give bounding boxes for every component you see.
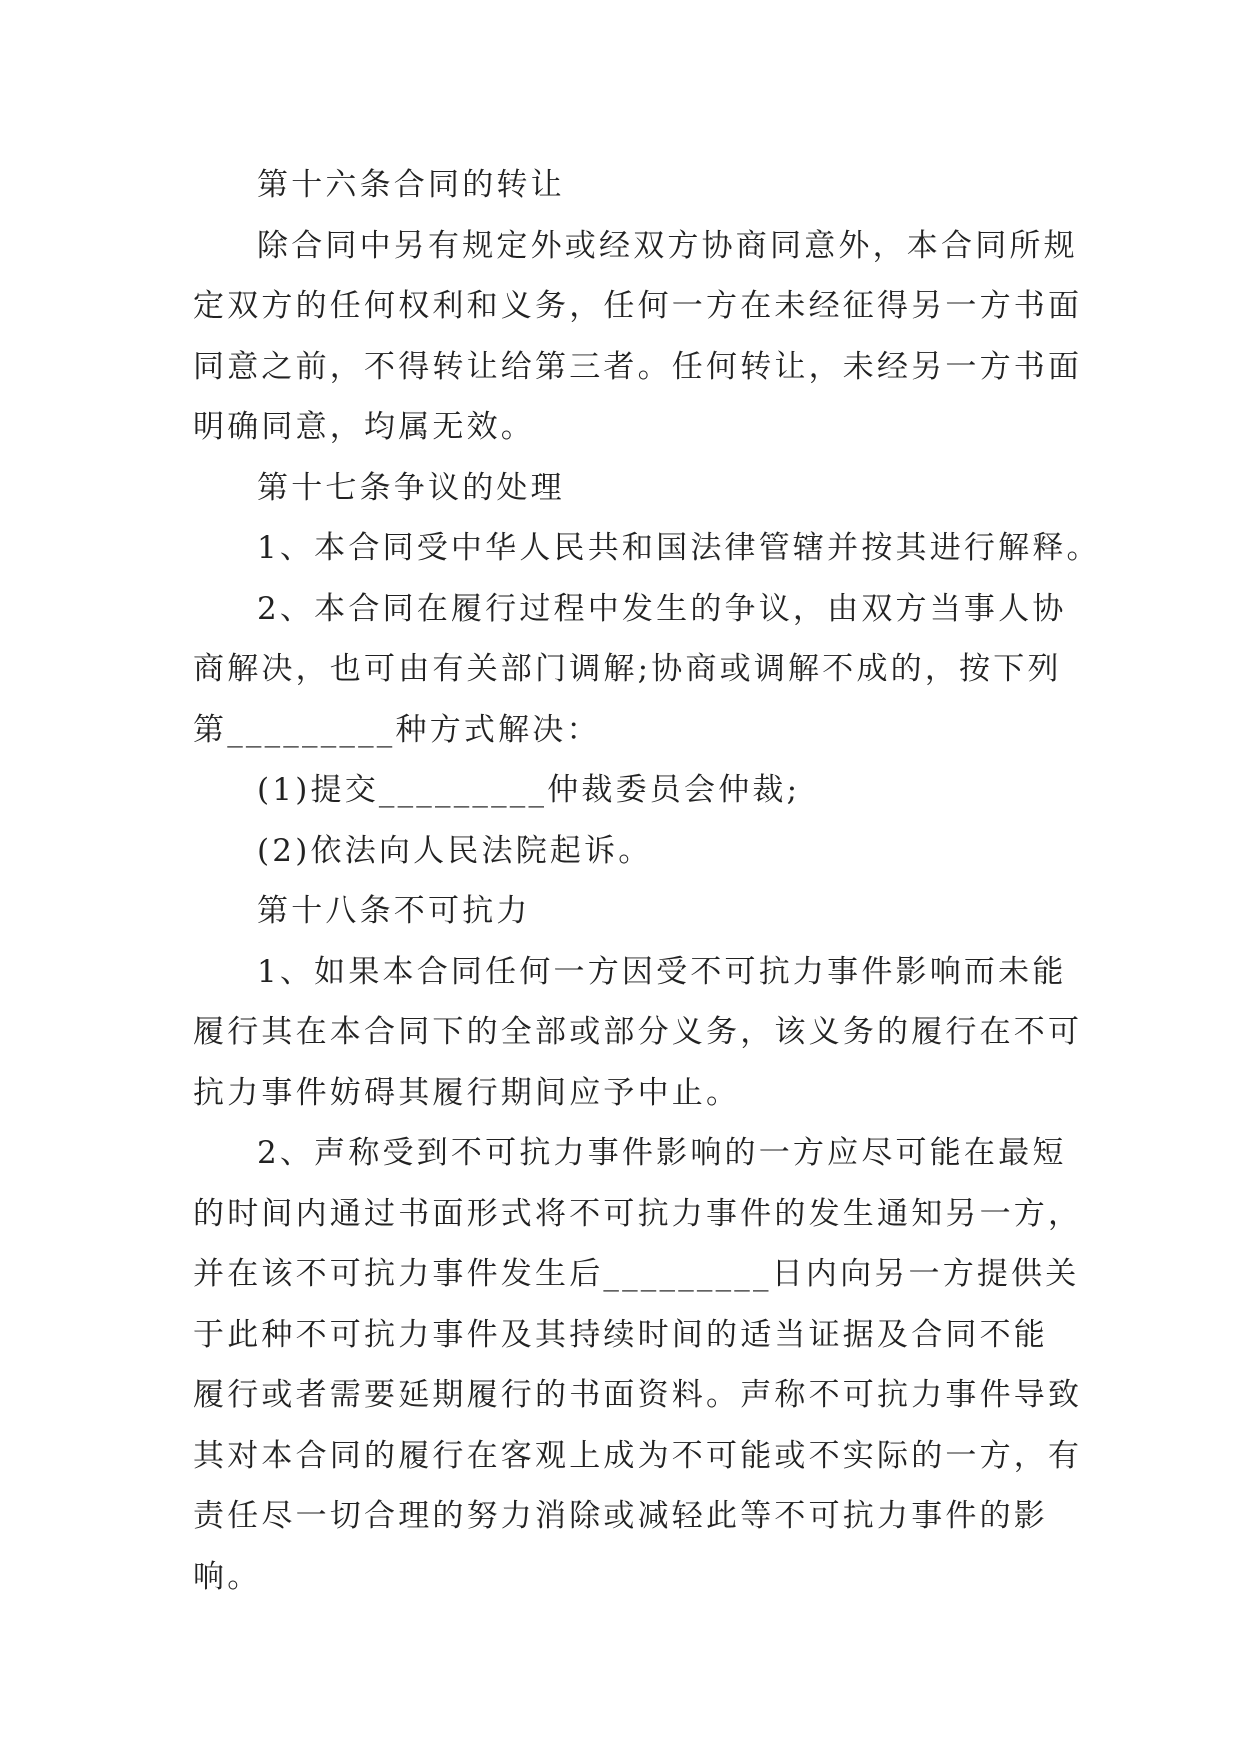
document-line: (2)依法向人民法院起诉。 <box>257 832 653 869</box>
document-line: 1、本合同受中华人民共和国法律管辖并按其进行解释。 <box>257 530 1101 566</box>
document-line: (1)提交_________仲裁委员会仲裁; <box>257 772 801 808</box>
document-line: 定双方的任何权利和义务，任何一方在未经征得另一方书面 <box>193 288 1083 324</box>
document-line: 履行其在本合同下的全部或部分义务，该义务的履行在不可 <box>193 1014 1083 1050</box>
document-line: 同意之前，不得转让给第三者。任何转让，未经另一方书面 <box>193 348 1083 385</box>
document-line: 并在该不可抗力事件发生后_________日内向另一方提供关 <box>193 1256 1080 1292</box>
document-line: 其对本合同的履行在客观上成为不可能或不实际的一方，有 <box>193 1437 1083 1474</box>
document-line: 于此种不可抗力事件及其持续时间的适当证据及合同不能 <box>193 1316 1048 1353</box>
document-line: 履行或者需要延期履行的书面资料。声称不可抗力事件导致 <box>193 1377 1083 1413</box>
document-line: 商解决，也可由有关部门调解;协商或调解不成的，按下列 <box>193 651 1062 687</box>
document-body <box>193 155 1101 1607</box>
document-line: 2、声称受到不可抗力事件影响的一方应尽可能在最短 <box>257 1135 1067 1171</box>
document-line: 第十八条不可抗力 <box>257 893 531 929</box>
document-line: 1、如果本合同任何一方因受不可抗力事件影响而未能 <box>257 953 1067 990</box>
document-line: 第十六条合同的转让 <box>257 167 565 203</box>
document-line: 2、本合同在履行过程中发生的争议，由双方当事人协 <box>257 590 1067 627</box>
document-line: 抗力事件妨碍其履行期间应予中止。 <box>193 1074 741 1111</box>
document-line: 责任尽一切合理的努力消除或减轻此等不可抗力事件的影 <box>193 1498 1048 1534</box>
document-line: 第十七条争议的处理 <box>257 469 565 506</box>
document-line: 除合同中另有规定外或经双方协商同意外，本合同所规 <box>257 227 1078 264</box>
document-line: 的时间内通过书面形式将不可抗力事件的发生通知另一方， <box>193 1195 1083 1232</box>
document-line: 明确同意，均属无效。 <box>193 409 535 445</box>
document-line: 响。 <box>193 1558 262 1595</box>
document-line: 第_________种方式解决： <box>193 711 601 748</box>
